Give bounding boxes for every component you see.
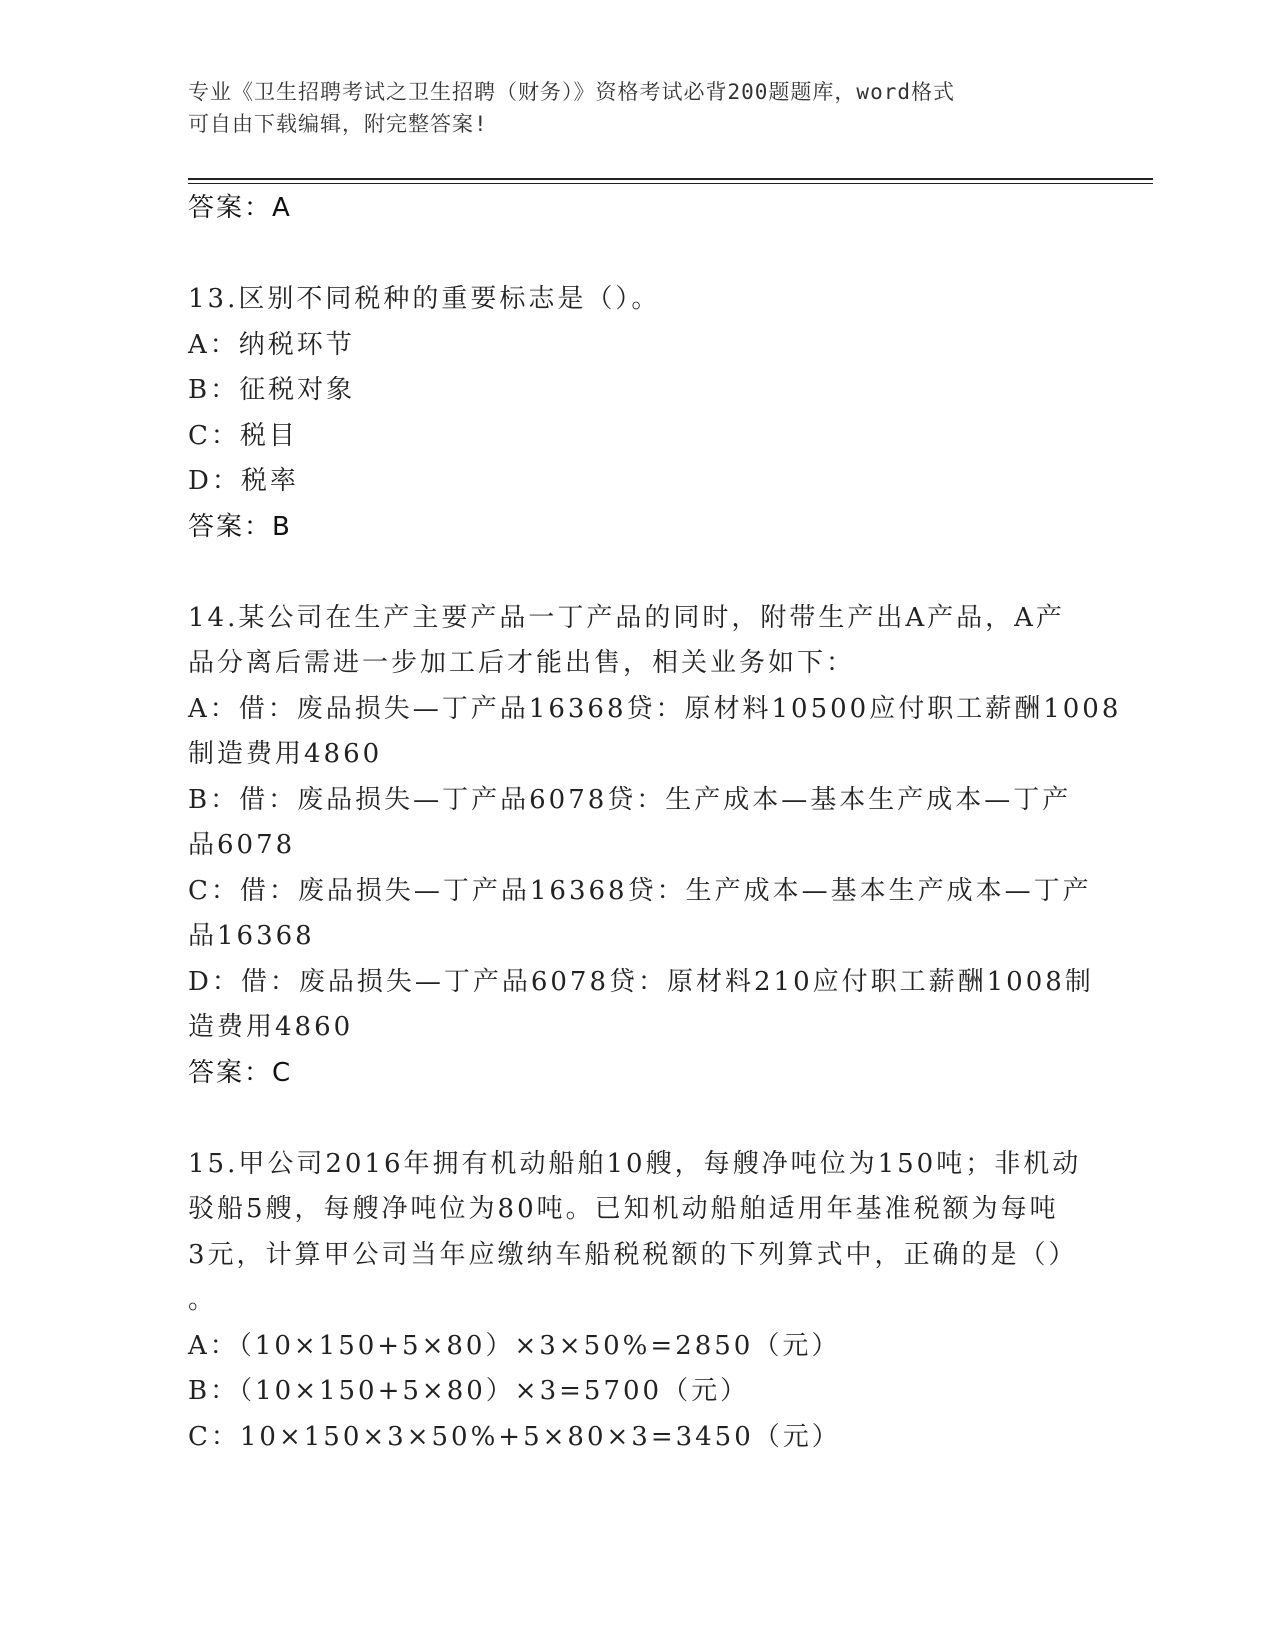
header-divider-thin	[188, 183, 1153, 184]
option-a-cont: 制造费用4860	[188, 739, 383, 769]
option-c: C：税目	[188, 420, 298, 451]
option-d-cont: 造费用4860	[188, 1012, 354, 1042]
spacer	[188, 1096, 1088, 1142]
question-stem-line: 14.某公司在生产主要产品一丁产品的同时，附带生产出A产品，A产	[188, 602, 1065, 633]
option-c: C：借：废品损失—丁产品16368贷：生产成本—基本生产成本—丁产	[188, 875, 1092, 906]
option-c: C：10×150×3×50%+5×80×3=3450（元）	[188, 1421, 841, 1452]
option-a: A：借：废品损失—丁产品16368贷：原材料10500应付职工薪酬1008	[188, 693, 1122, 724]
question-stem-line: 驳船5艘，每艘净吨位为80吨。已知机动船舶适用年基准税额为每吨	[188, 1194, 1059, 1224]
option-a: A：（10×150+5×80）×3×50%=2850（元）	[188, 1330, 841, 1361]
page-header	[188, 76, 1068, 140]
option-b: B：（10×150+5×80）×3=5700（元）	[188, 1376, 750, 1406]
document-body	[188, 186, 1122, 1460]
question-stem-line: 15.甲公司2016年拥有机动船舶10艘，每艘净吨位为150吨；非机动	[188, 1148, 1082, 1179]
option-b-cont: 品6078	[188, 830, 296, 860]
option-b: B：借：废品损失—丁产品6078贷：生产成本—基本生产成本—丁产	[188, 784, 1072, 815]
spacer	[188, 232, 1088, 278]
question-stem: 13.区别不同税种的重要标志是（）。	[188, 284, 661, 314]
option-d: D：借：废品损失—丁产品6078贷：原材料210应付职工薪酬1008制	[188, 966, 1094, 997]
question-stem-line: 3元，计算甲公司当年应缴纳车船税税额的下列算式中，正确的是（）	[188, 1239, 1078, 1270]
header-divider-thick	[188, 178, 1153, 180]
answer: 答案：B	[188, 511, 292, 542]
spacer	[188, 550, 1088, 596]
option-d: D：税率	[188, 466, 299, 496]
header-line-1: 专业《卫生招聘考试之卫生招聘（财务）》资格考试必背200题题库，word格式	[188, 80, 955, 104]
question-stem-line: 。	[188, 1285, 218, 1315]
option-b: B：征税对象	[188, 375, 356, 405]
header-line-2: 可自由下载编辑，附完整答案!	[188, 112, 488, 136]
question-14	[188, 596, 1122, 1097]
question-15	[188, 1142, 1088, 1461]
question-13	[188, 277, 1088, 550]
option-c-cont: 品16368	[188, 921, 315, 951]
option-a: A：纳税环节	[188, 329, 355, 360]
previous-answer: 答案：A	[188, 193, 292, 223]
question-stem-line: 品分离后需进一步加工后才能出售，相关业务如下：	[188, 648, 856, 678]
answer: 答案：C	[188, 1057, 293, 1088]
